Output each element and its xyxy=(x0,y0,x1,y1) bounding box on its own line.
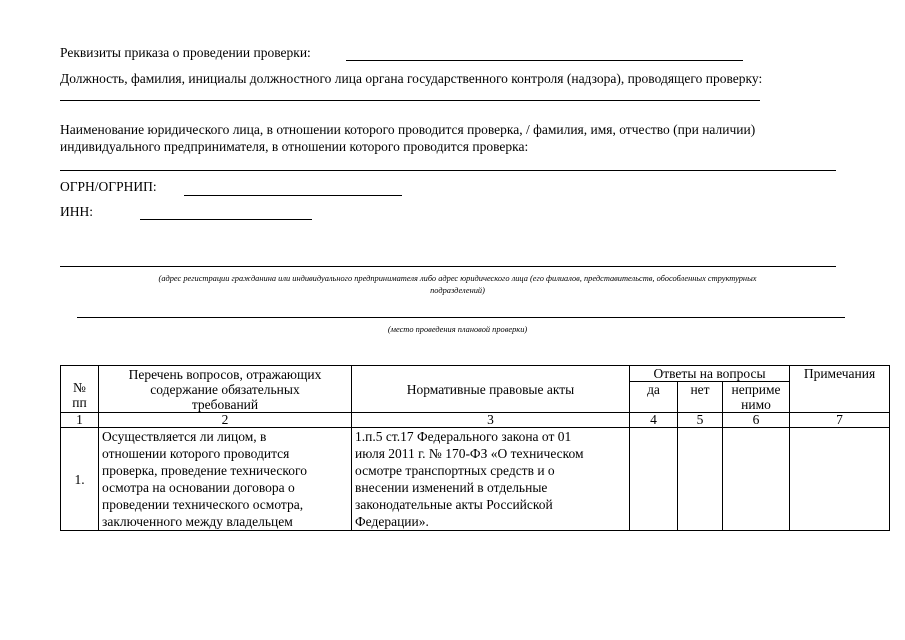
address-caption-line1: (адрес регистрации гражданина или индивидуального предпринимателя либо адрес юридического лица (его филиалов, представительств, обособленных структурных xyxy=(158,274,757,283)
answer-yes-cell[interactable] xyxy=(630,428,678,531)
column-number: 7 xyxy=(790,413,890,428)
question-cell: Осуществляется ли лицом, в отношении которого проводится проверка, проведение технического осмотра на основании договора о проведении технического осмотра, заключенного между владельцем xyxy=(99,428,352,531)
inspector-label: Должность, фамилия, инициалы должностного лица органа государственного контроля (надзора), проводящего проверку: xyxy=(60,71,763,86)
header-not-applicable: неприме нимо xyxy=(723,382,790,413)
column-number: 2 xyxy=(99,413,352,428)
address-caption-line2: подразделений) xyxy=(430,286,485,295)
inn-label: ИНН: xyxy=(60,204,93,219)
address-field[interactable] xyxy=(60,266,836,267)
legal-act-cell: 1.п.5 ст.17 Федерального закона от 01 июля 2011 г. № 170-ФЗ «О техническом осмотре транспортных средств и о внесении изменений в отдельные законодательные акты Российской Федерации». xyxy=(352,428,630,531)
answer-no-cell[interactable] xyxy=(678,428,723,531)
header-questions: Перечень вопросов, отражающих содержание обязательных требований xyxy=(99,366,352,413)
column-number: 3 xyxy=(352,413,630,428)
ogrn-label: ОГРН/ОГРНИП: xyxy=(60,179,157,194)
entity-label-line2: индивидуального предпринимателя, в отношении которого проводится проверка: xyxy=(60,139,529,154)
header-notes: Примечания xyxy=(790,366,890,413)
column-number: 4 xyxy=(630,413,678,428)
checklist-table xyxy=(60,365,890,531)
column-number: 1 xyxy=(61,413,99,428)
answer-not-applicable-cell[interactable] xyxy=(723,428,790,531)
place-field[interactable] xyxy=(77,317,845,318)
column-number: 6 xyxy=(723,413,790,428)
inn-field[interactable] xyxy=(140,219,312,220)
place-caption: (место проведения плановой проверки) xyxy=(387,325,528,334)
entity-field[interactable] xyxy=(60,170,836,171)
column-number: 5 xyxy=(678,413,723,428)
ogrn-field[interactable] xyxy=(184,195,402,196)
header-yes: да xyxy=(630,382,678,413)
order-details-field[interactable] xyxy=(346,60,743,61)
header-num: № пп xyxy=(61,366,99,413)
header-answers: Ответы на вопросы xyxy=(630,366,790,382)
table-row xyxy=(61,428,890,531)
order-details-label: Реквизиты приказа о проведении проверки: xyxy=(60,45,311,60)
notes-cell[interactable] xyxy=(790,428,890,531)
header-no: нет xyxy=(678,382,723,413)
row-number: 1. xyxy=(61,428,99,531)
header-acts: Нормативные правовые акты xyxy=(352,366,630,413)
entity-label-line1: Наименование юридического лица, в отношении которого проводится проверка, / фамилия, имя, отчество (при наличии) xyxy=(60,122,756,137)
inspector-field[interactable] xyxy=(60,100,760,101)
